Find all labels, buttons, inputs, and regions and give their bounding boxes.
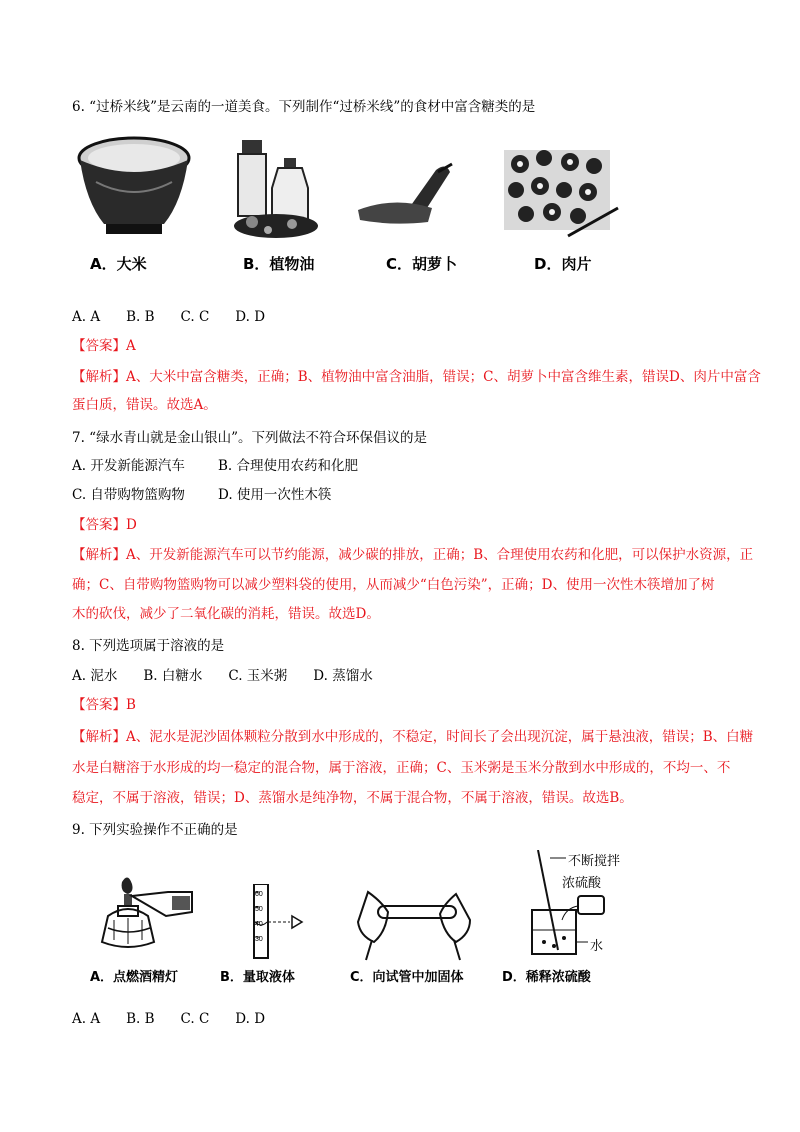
- option-c[interactable]: C. C: [180, 309, 210, 325]
- q6-options: [72, 308, 291, 326]
- label-keep-stirring: 不断搅拌: [568, 854, 621, 869]
- label-water: 水: [590, 939, 604, 954]
- q6-caption-a: A．大米: [90, 255, 147, 273]
- q8-stem: 8. 下列选项属于溶液的是: [72, 638, 225, 654]
- option-a[interactable]: A. 开发新能源汽车: [72, 458, 185, 474]
- option-a[interactable]: A. A: [72, 1011, 101, 1027]
- q6-stem: 6. “过桥米线”是云南的一道美食。下列制作“过桥米线”的食材中富含糖类的是: [72, 99, 536, 115]
- meat-slices-image: [498, 136, 620, 240]
- test-tube-image: [348, 882, 478, 962]
- tick-60: 60: [255, 891, 263, 898]
- rice-bowl-image: [76, 132, 192, 240]
- q6-caption-b: B．植物油: [243, 255, 315, 273]
- q8-answer: [72, 696, 136, 714]
- answer-value: A: [126, 338, 136, 354]
- q9-options: [72, 1010, 291, 1028]
- analysis-label: 【解析】: [72, 547, 126, 563]
- option-d[interactable]: D. D: [235, 309, 266, 325]
- analysis-label: 【解析】: [72, 369, 126, 385]
- q9-caption-c: C．向试管中加固体: [350, 970, 464, 985]
- tick-40: 40: [255, 921, 263, 928]
- q6-caption-c: C．胡萝卜: [386, 255, 458, 273]
- q7-options-row-1: [72, 457, 358, 475]
- analysis-text: A、大米中富含糖类，正确；B、植物油中富含油脂，错误；C、胡萝卜中富含维生素，错误D、肉片中富含: [126, 369, 761, 385]
- q7-options-row-2: [72, 486, 331, 504]
- option-b[interactable]: B. B: [126, 1011, 155, 1027]
- graduated-cylinder-image: [240, 884, 310, 964]
- option-b[interactable]: B. 合理使用农药和化肥: [218, 458, 359, 474]
- answer-label: 【答案】: [72, 338, 126, 354]
- option-d[interactable]: D. D: [235, 1011, 266, 1027]
- answer-value: D: [126, 517, 137, 533]
- q8-analysis-line-2: 水是白糖溶于水形成的均一稳定的混合物，属于溶液，正确；C、玉米粥是玉米分散到水中形成的，不均一、不: [72, 760, 731, 776]
- oil-bottles-image: [232, 130, 322, 242]
- label-conc-sulfuric-acid: 浓硫酸: [562, 876, 602, 891]
- answer-label: 【答案】: [72, 517, 126, 533]
- option-a[interactable]: A. 泥水: [72, 668, 118, 684]
- option-c[interactable]: C. C: [180, 1011, 210, 1027]
- alcohol-lamp-image: [88, 872, 200, 962]
- carrot-image: [354, 160, 464, 230]
- analysis-label: 【解析】: [72, 729, 126, 745]
- q8-options: [72, 667, 399, 685]
- q8-analysis-line-1: [72, 728, 753, 746]
- q7-analysis-line-2: 确；C、自带购物篮购物可以减少塑料袋的使用，从而减少“白色污染”，正确；D、使用一次性木筷增加了树: [72, 577, 715, 593]
- option-d[interactable]: D. 使用一次性木筷: [218, 487, 332, 503]
- analysis-text: A、开发新能源汽车可以节约能源，减少碳的排放，正确；B、合理使用农药和化肥，可以保护水资源，正: [126, 547, 754, 563]
- q9-caption-d: D．稀释浓硫酸: [502, 970, 591, 985]
- q9-stem: 9. 下列实验操作不正确的是: [72, 822, 238, 838]
- q6-caption-d: D．肉片: [534, 255, 592, 273]
- q6-analysis-line-2: 蛋白质，错误。故选A。: [72, 397, 217, 413]
- q7-analysis-line-1: [72, 546, 753, 564]
- option-b[interactable]: B. 白糖水: [143, 668, 203, 684]
- option-b[interactable]: B. B: [126, 309, 155, 325]
- q7-answer: [72, 516, 137, 534]
- q8-analysis-line-3: 稳定，不属于溶液，错误；D、蒸馏水是纯净物，不属于混合物，不属于溶液，错误。故选B。: [72, 790, 633, 806]
- answer-value: B: [126, 697, 136, 713]
- tick-30: 30: [255, 936, 263, 943]
- q6-answer: [72, 337, 136, 355]
- q6-analysis-line-1: [72, 368, 761, 386]
- q7-analysis-line-3: 木的砍伐，减少了二氧化碳的消耗，错误。故选D。: [72, 606, 380, 622]
- option-c[interactable]: C. 玉米粥: [228, 668, 288, 684]
- tick-50: 50: [255, 906, 263, 913]
- option-a[interactable]: A. A: [72, 309, 101, 325]
- q9-caption-b: B．量取液体: [220, 970, 295, 985]
- answer-label: 【答案】: [72, 697, 126, 713]
- option-d[interactable]: D. 蒸馏水: [313, 668, 373, 684]
- q7-stem: 7. “绿水青山就是金山银山”。下列做法不符合环保倡议的是: [72, 430, 427, 446]
- option-c[interactable]: C. 自带购物篮购物: [72, 487, 185, 503]
- analysis-text: A、泥水是泥沙固体颗粒分散到水中形成的，不稳定，时间长了会出现沉淀，属于悬浊液，错误；B、白糖: [126, 729, 754, 745]
- q9-caption-a: A．点燃酒精灯: [90, 970, 179, 985]
